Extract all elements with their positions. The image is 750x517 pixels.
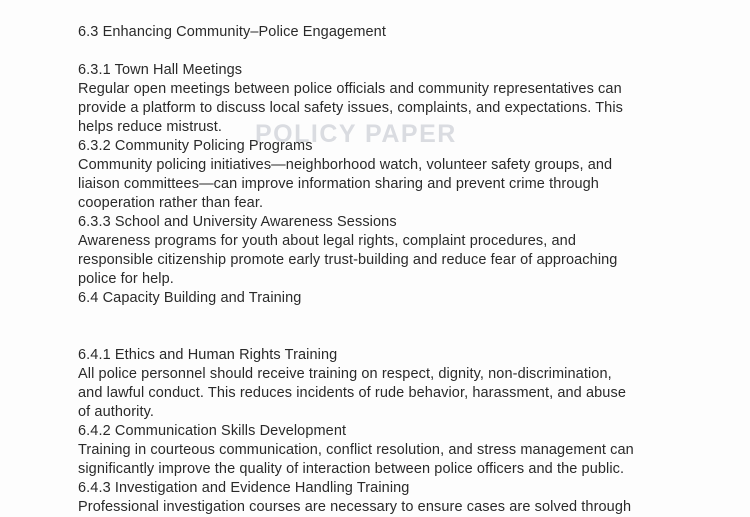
text-line: Training in courteous communication, conflict resolution, and stress management can xyxy=(78,442,634,458)
text-line: 6.3.1 Town Hall Meetings xyxy=(78,62,243,78)
text-line: Awareness programs for youth about legal rights, complaint procedures, and xyxy=(78,233,576,249)
text-line: Regular open meetings between police officials and community representatives can xyxy=(78,81,622,97)
blank-line xyxy=(78,327,718,346)
text-line: 6.4.2 Communication Skills Development xyxy=(78,423,347,439)
text-line: helps reduce mistrust. xyxy=(78,119,223,135)
document-text-block xyxy=(78,23,718,517)
blank-line xyxy=(78,42,718,61)
text-line: 6.3.3 School and University Awareness Sessions xyxy=(78,214,397,230)
text-line: 6.3 Enhancing Community–Police Engagement xyxy=(78,24,386,40)
text-line: and lawful conduct. This reduces incidents of rude behavior, harassment, and abuse xyxy=(78,385,626,401)
text-line: 6.4.3 Investigation and Evidence Handling Training xyxy=(78,480,410,496)
text-line: provide a platform to discuss local safety issues, complaints, and expectations. This xyxy=(78,100,623,116)
blank-line xyxy=(78,308,718,327)
text-line: police for help. xyxy=(78,271,174,287)
policy-paper-watermark: POLICY PAPER xyxy=(255,120,457,148)
text-line: Professional investigation courses are necessary to ensure cases are solved through xyxy=(78,499,632,515)
text-line: liaison committees—can improve information sharing and prevent crime through xyxy=(78,176,599,192)
text-line: responsible citizenship promote early trust-building and reduce fear of approaching xyxy=(78,252,618,268)
text-line: Community policing initiatives—neighborhood watch, volunteer safety groups, and xyxy=(78,157,613,173)
text-line: significantly improve the quality of interaction between police officers and the public. xyxy=(78,461,625,477)
text-line: 6.3.2 Community Policing Programs xyxy=(78,138,313,154)
text-line: 6.4.1 Ethics and Human Rights Training xyxy=(78,347,338,363)
text-line: 6.4 Capacity Building and Training xyxy=(78,290,302,306)
text-line: of authority. xyxy=(78,404,154,420)
text-line: cooperation rather than fear. xyxy=(78,195,264,211)
text-line: All police personnel should receive training on respect, dignity, non-discrimination, xyxy=(78,366,612,382)
